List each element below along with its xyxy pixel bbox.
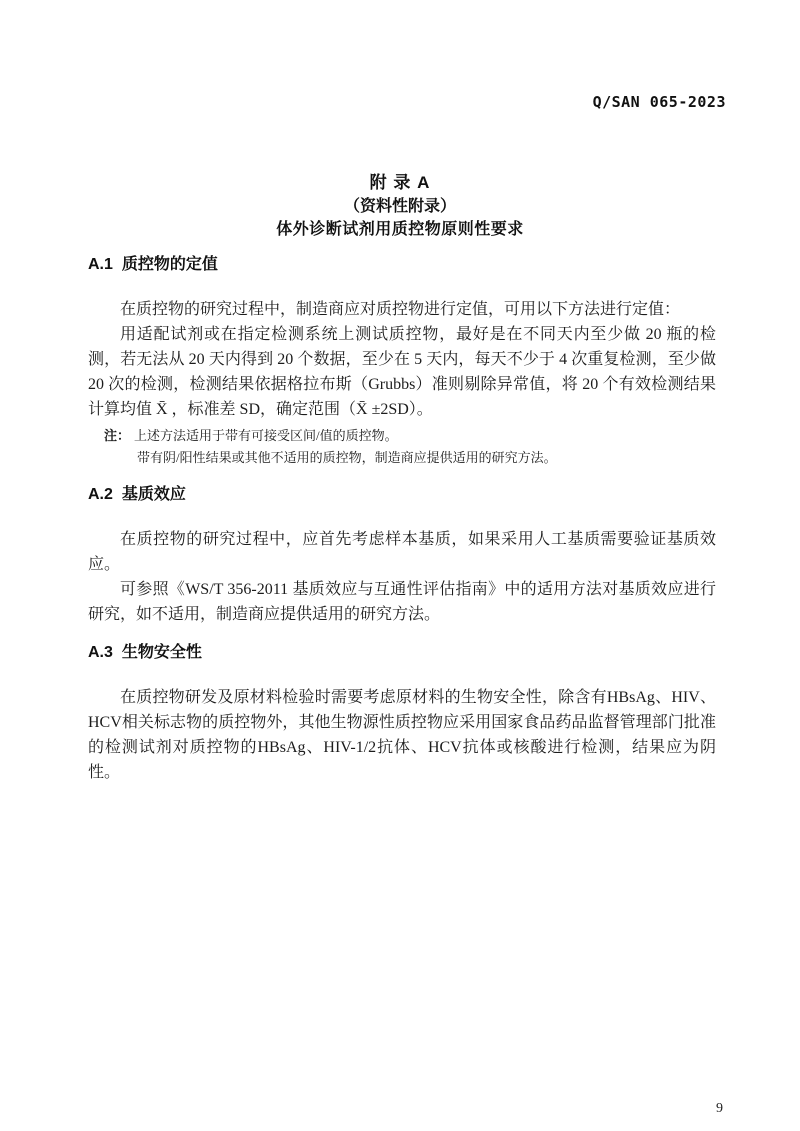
section-a3 — [88, 642, 716, 785]
note-text-2: 带有阴/阳性结果或其他不适用的质控物，制造商应提供适用的研究方法。 — [137, 450, 557, 465]
note-text-1: 上述方法适用于带有可接受区间/值的质控物。 — [134, 428, 398, 443]
section-a3-paragraph-1: 在质控物研发及原材料检验时需要考虑原材料的生物安全性，除含有HBsAg、HIV、HCV相关标志物的质控物外，其他生物源性质控物应采用国家食品药品监督管理部门批准的检测试剂对质控物的HBsAg、HIV-1/2抗体、HCV抗体或核酸进行检测，结果应为阴性。 — [88, 689, 716, 781]
section-a2-paragraph-2: 可参照《WS/T 356-2011 基质效应与互通性评估指南》中的适用方法对基质效应进行研究，如不适用，制造商应提供适用的研究方法。 — [88, 581, 716, 623]
section-a3-label: A.3 — [88, 644, 113, 661]
section-a1 — [88, 254, 716, 469]
section-a3-heading — [88, 642, 716, 663]
note-label: 注： — [104, 428, 131, 443]
note-block — [88, 425, 716, 469]
section-a1-label: A.1 — [88, 256, 113, 273]
section-a2 — [88, 484, 716, 627]
document-content — [0, 241, 800, 785]
section-a1-paragraph-2: 用适配试剂或在指定检测系统上测试质控物，最好是在不同天内至少做 20 瓶的检测，若无法从 20 天内得到 20 个数据，至少在 5 天内，每天不少于 4 次重复检测，至少做 20 次的检测，检测结果依据格拉布斯（Grubbs）准则剔除异常值，将 20 个有效检测结果计算均值 X̄ ，标准差 SD，确定范围（X̄ ±2SD）。 — [88, 326, 716, 418]
page-number: 9 — [716, 1101, 723, 1116]
section-a2-paragraph-1: 在质控物的研究过程中，应首先考虑样本基质，如果采用人工基质需要验证基质效应。 — [88, 531, 716, 573]
section-a1-heading — [88, 254, 716, 275]
appendix-title-block — [0, 0, 800, 241]
section-a2-label: A.2 — [88, 486, 113, 503]
appendix-subtitle: （资料性附录） — [343, 198, 456, 215]
appendix-heading: 体外诊断试剂用质控物原则性要求 — [276, 221, 524, 238]
section-a1-title: 质控物的定值 — [121, 256, 218, 273]
doc-number: Q/SAN 065-2023 — [592, 93, 726, 111]
note-line-1 — [88, 425, 716, 447]
section-a2-title: 基质效应 — [121, 486, 186, 503]
section-a3-title: 生物安全性 — [121, 644, 202, 661]
section-a2-heading — [88, 484, 716, 505]
appendix-title: 附 录 A — [369, 173, 431, 192]
section-a1-paragraph-1: 在质控物的研究过程中，制造商应对质控物进行定值，可用以下方法进行定值： — [120, 301, 681, 318]
